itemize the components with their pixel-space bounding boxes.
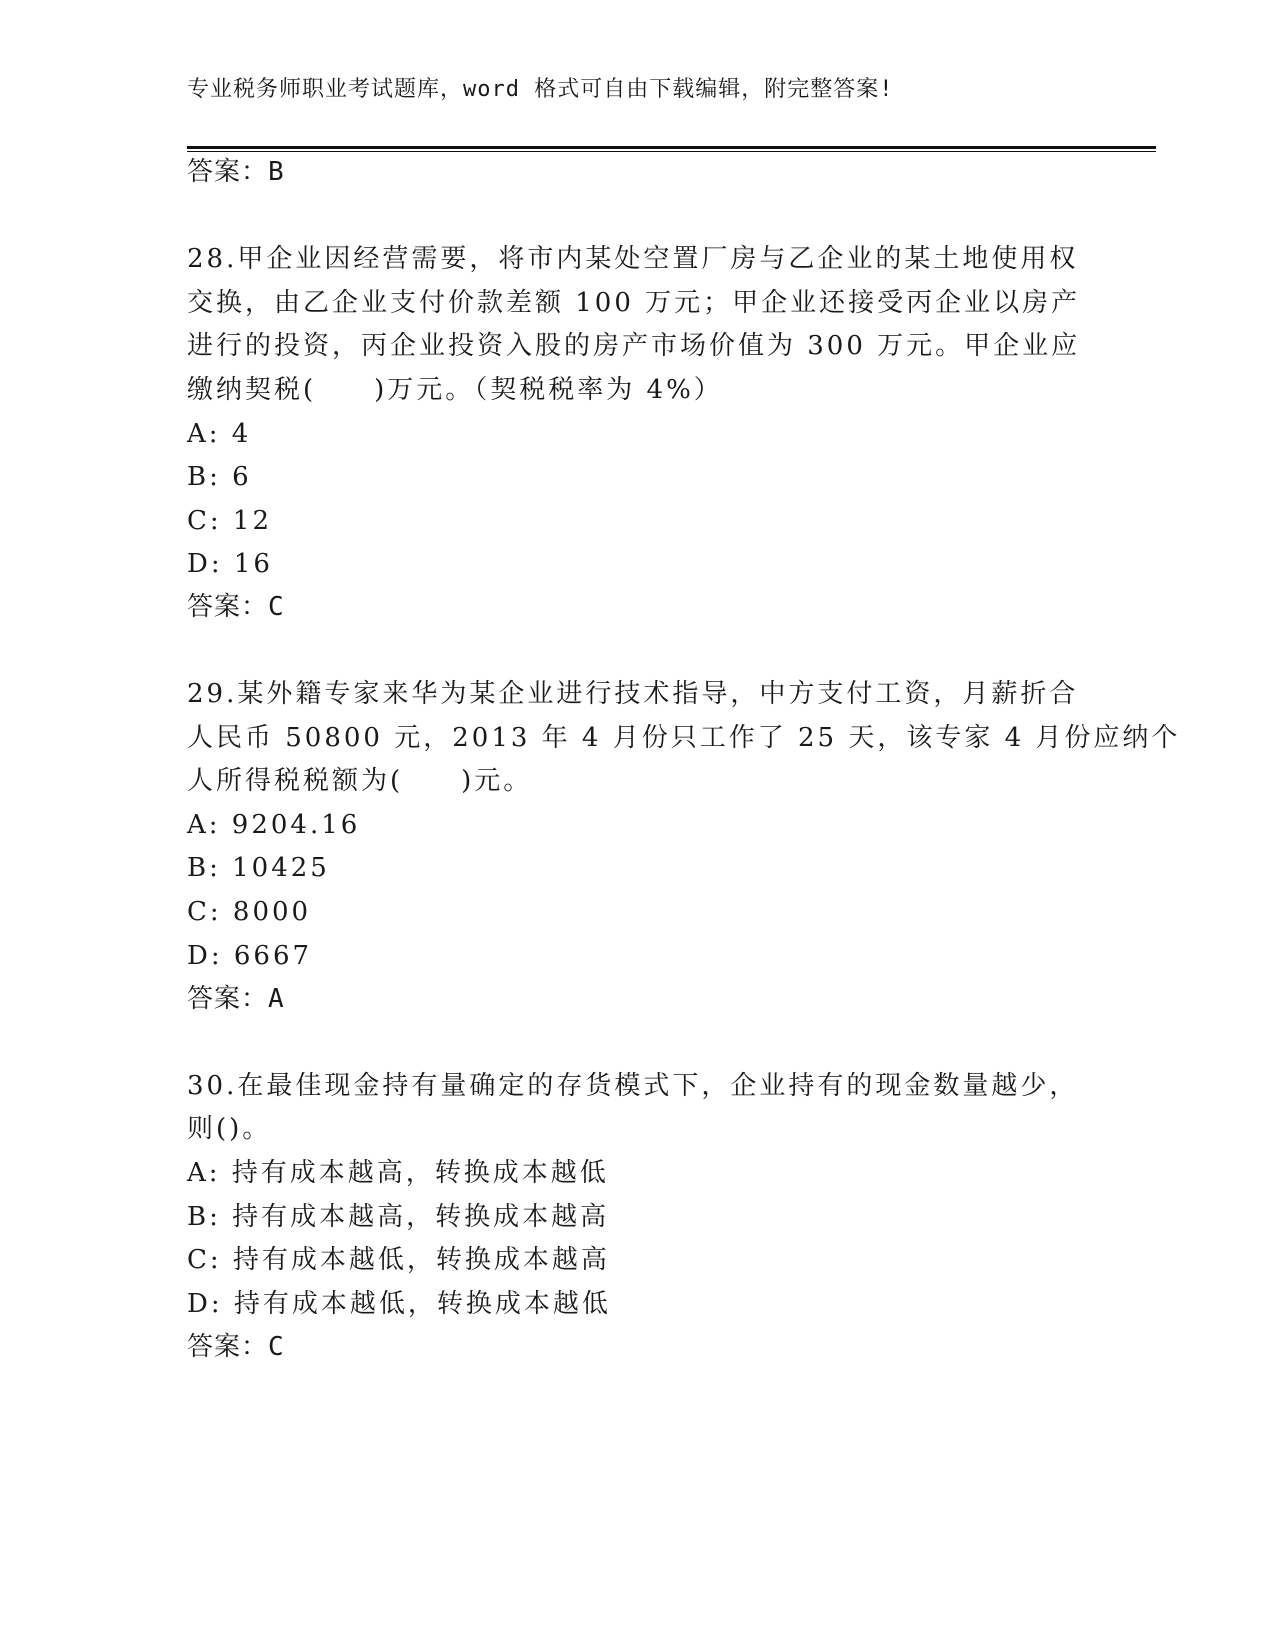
header-rule-thin bbox=[187, 151, 1156, 152]
answer: 答案：C bbox=[187, 1332, 285, 1362]
question-stem-line: 30.在最佳现金持有量确定的存货模式下，企业持有的现金数量越少， bbox=[187, 1071, 1079, 1101]
option-a: A: 9204.16 bbox=[187, 810, 361, 840]
question-stem-line: 29.某外籍专家来华为某企业进行技术指导，中方支付工资，月薪折合 bbox=[187, 679, 1079, 709]
option-c: C: 持有成本越低，转换成本越高 bbox=[187, 1245, 610, 1275]
option-b: B: 6 bbox=[187, 462, 252, 492]
answer: 答案：C bbox=[187, 592, 285, 622]
header-rule-thick bbox=[187, 146, 1156, 149]
page-header: 专业税务师职业考试题库，word 格式可自由下载编辑，附完整答案! bbox=[187, 77, 894, 102]
option-c: C: 8000 bbox=[187, 897, 312, 927]
question-stem-line: 人所得税税额为( )元。 bbox=[187, 766, 533, 796]
option-d: D: 持有成本越低，转换成本越低 bbox=[187, 1289, 611, 1319]
question-stem-line: 交换，由乙企业支付价款差额 100 万元；甲企业还接受丙企业以房产 bbox=[187, 288, 1081, 318]
answer-prev: 答案：B bbox=[187, 157, 285, 187]
option-c: C: 12 bbox=[187, 506, 273, 536]
question-stem-line: 则()。 bbox=[187, 1114, 272, 1144]
answer: 答案：A bbox=[187, 984, 285, 1014]
option-a: A: 4 bbox=[187, 419, 252, 449]
option-a: A: 持有成本越高，转换成本越低 bbox=[187, 1158, 609, 1188]
option-b: B: 10425 bbox=[187, 853, 330, 883]
option-d: D: 6667 bbox=[187, 941, 313, 971]
question-stem-line: 人民币 50800 元，2013 年 4 月份只工作了 25 天，该专家 4 月份应纳个 bbox=[187, 723, 1181, 753]
question-stem-line: 28.甲企业因经营需要，将市内某处空置厂房与乙企业的某土地使用权 bbox=[187, 244, 1079, 274]
option-b: B: 持有成本越高，转换成本越高 bbox=[187, 1202, 610, 1232]
question-stem-line: 进行的投资，丙企业投资入股的房产市场价值为 300 万元。甲企业应 bbox=[187, 331, 1081, 361]
question-stem-line: 缴纳契税( )万元。（契税税率为 4%） bbox=[187, 375, 723, 405]
option-d: D: 16 bbox=[187, 549, 273, 579]
